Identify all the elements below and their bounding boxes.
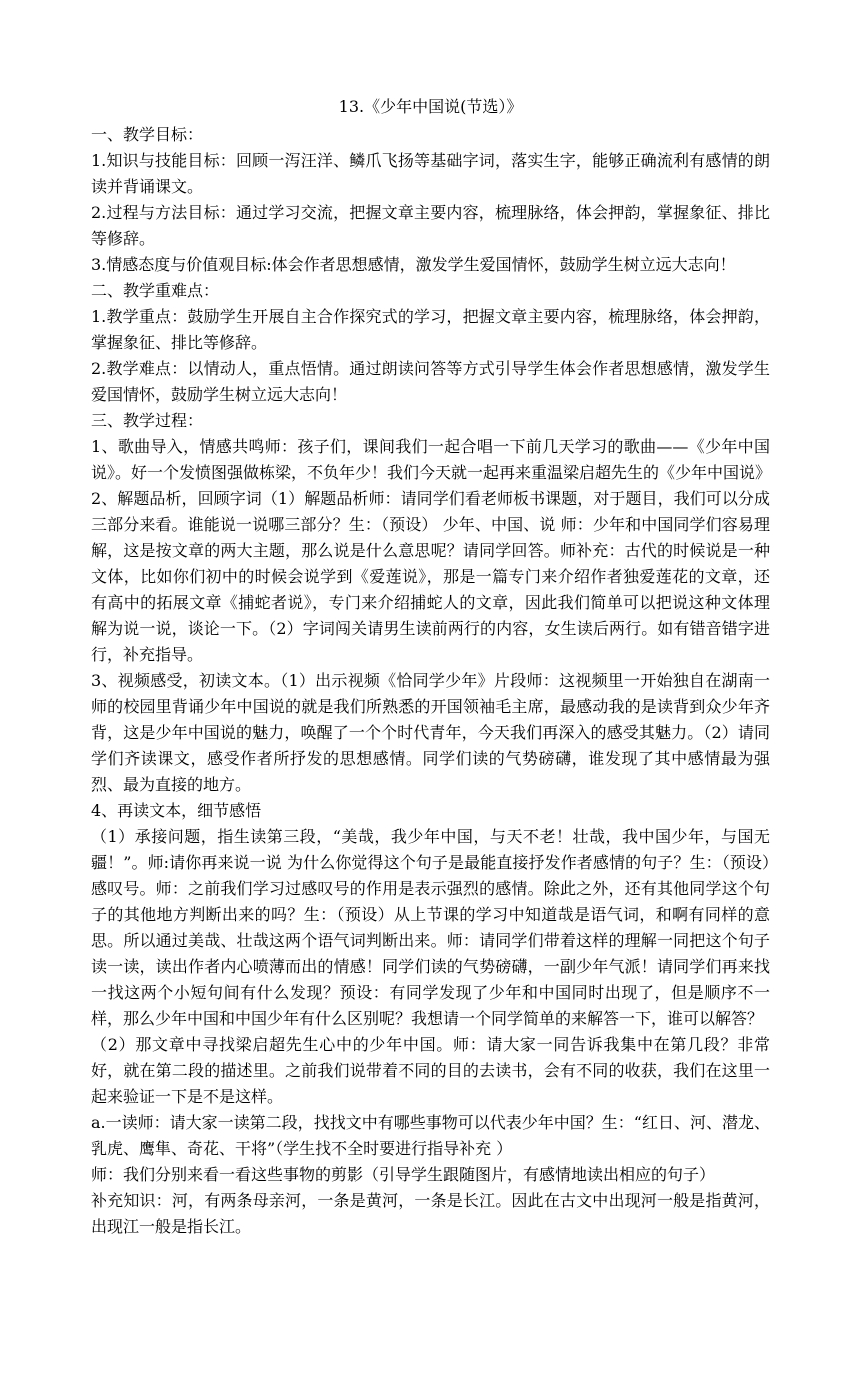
document-title: 13.《少年中国说(节选）》 [338,97,523,116]
paragraph-supplementary-knowledge: 补充知识：河，有两条母亲河，一条是黄河，一条是长江。因此在古文中出现河一般是指黄河，出现江一般是指长江。 [91,1191,770,1236]
paragraph-teacher-images: 师：我们分别来看一看这些事物的剪影（引导学生跟随图片，有感情地读出相应的句子） [91,1165,716,1184]
paragraph-section-1-heading: 一、教学目标： [91,125,204,144]
paragraph-difficult-point: 2.教学难点：以情动人，重点悟情。通过朗读问答等方式引导学生体会作者思想感情，激发学生爱国情怀，鼓励学生树立远大志向！ [91,359,770,404]
paragraph-goal-emotion: 3.情感态度与价值观目标:体会作者思想感情，激发学生爱国情怀，鼓励学生树立远大志向！ [91,255,736,274]
paragraph-section-3-heading: 三、教学过程： [91,411,204,430]
paragraph-first-reading: a.一读师：请大家一读第二段，找找文中有哪些事物可以代表少年中国？生：“红日、河、潜龙、乳虎、鹰隼、奇花、干将”（学生找不全时要进行指导补充 ） [91,1113,770,1158]
paragraph-step-2: 2、解题品析，回顾字词（1）解题品析师：请同学们看老师板书课题，对于题目，我们可以分成三部分来看。谁能说一说哪三部分？生：（预设） 少年、中国、说 师：少年和中国同学们容易理解，这是按文章的两大主题，那么说是什么意思呢？请同学回答。师补充：古代的时候说是一种文体，比如你们初中的时候会说学到《爱莲说》，那是一篇专门来介绍作者独爱莲花的文章，还有高中的拓展文章《捕蛇者说》，专门来介绍捕蛇人的文章，因此我们简单可以把说这种文体理解为说一说，谈论一下。（2）字词闯关请男生读前两行的内容，女生读后两行。如有错音错字进行，补充指导。 [91,489,770,664]
paragraph-step-4-part-2: （2）那文章中寻找梁启超先生心中的少年中国。师：请大家一同告诉我集中在第几段？非常好，就在第二段的描述里。之前我们说带着不同的目的去读书，会有不同的收获，我们在这里一起来验证一下是不是这样。 [91,1035,770,1106]
paragraph-key-point: 1.教学重点：鼓励学生开展自主合作探究式的学习，把握文章主要内容，梳理脉络，体会押韵，掌握象征、排比等修辞。 [91,307,770,352]
paragraph-step-4-part-1: （1）承接问题，指生读第三段，“美哉，我少年中国，与天不老！壮哉，我中国少年，与国无疆！”。师:请你再来说一说 为什么你觉得这个句子是最能直接抒发作者感情的句子？生：（预设）感叹号。师：之前我们学习过感叹号的作用是表示强烈的感情。除此之外，还有其他同学这个句子的其他地方判断出来的吗？生：（预设）从上节课的学习中知道哉是语气词，和啊有同样的意思。所以通过美哉、壮哉这两个语气词判断出来。师：请同学们带着这样的理解一同把这个句子读一读，读出作者内心喷薄而出的情感！同学们读的气势磅礴，一副少年气派！请同学们再来找一找这两个小短句间有什么发现？预设：有同学发现了少年和中国同时出现了，但是顺序不一样，那么少年中国和中国少年有什么区别呢？我想请一个同学简单的来解答一下，谁可以解答？ [91,827,770,1028]
paragraph-step-1: 1、歌曲导入，情感共鸣师：孩子们，课间我们一起合唱一下前几天学习的歌曲——《少年中国说》。好一个发愤图强做栋梁，不负年少！我们今天就一起再来重温梁启超先生的《少年中国说》 [91,437,772,482]
paragraph-section-2-heading: 二、教学重难点： [91,281,220,300]
paragraph-goal-process: 2.过程与方法目标：通过学习交流，把握文章主要内容，梳理脉络，体会押韵，掌握象征、排比等修辞。 [91,203,770,248]
paragraph-step-4-heading: 4、再读文本，细节感悟 [91,801,262,820]
paragraph-goal-knowledge: 1.知识与技能目标：回顾一泻汪洋、鳞爪飞扬等基础字词，落实生字，能够正确流利有感情的朗读并背诵课文。 [91,151,770,196]
paragraph-step-3: 3、视频感受，初读文本。（1）出示视频《恰同学少年》片段师：这视频里一开始独自在湖南一师的校园里背诵少年中国说的就是我们所熟悉的开国领袖毛主席，最感动我的是读背到众少年齐背，这是少年中国说的魅力，唤醒了一个个时代青年，今天我们再深入的感受其魅力。（2）请同学们齐读课文，感受作者所抒发的思想感情。同学们读的气势磅礴，谁发现了其中感情最为强烈、最为直接的地方。 [91,671,770,794]
